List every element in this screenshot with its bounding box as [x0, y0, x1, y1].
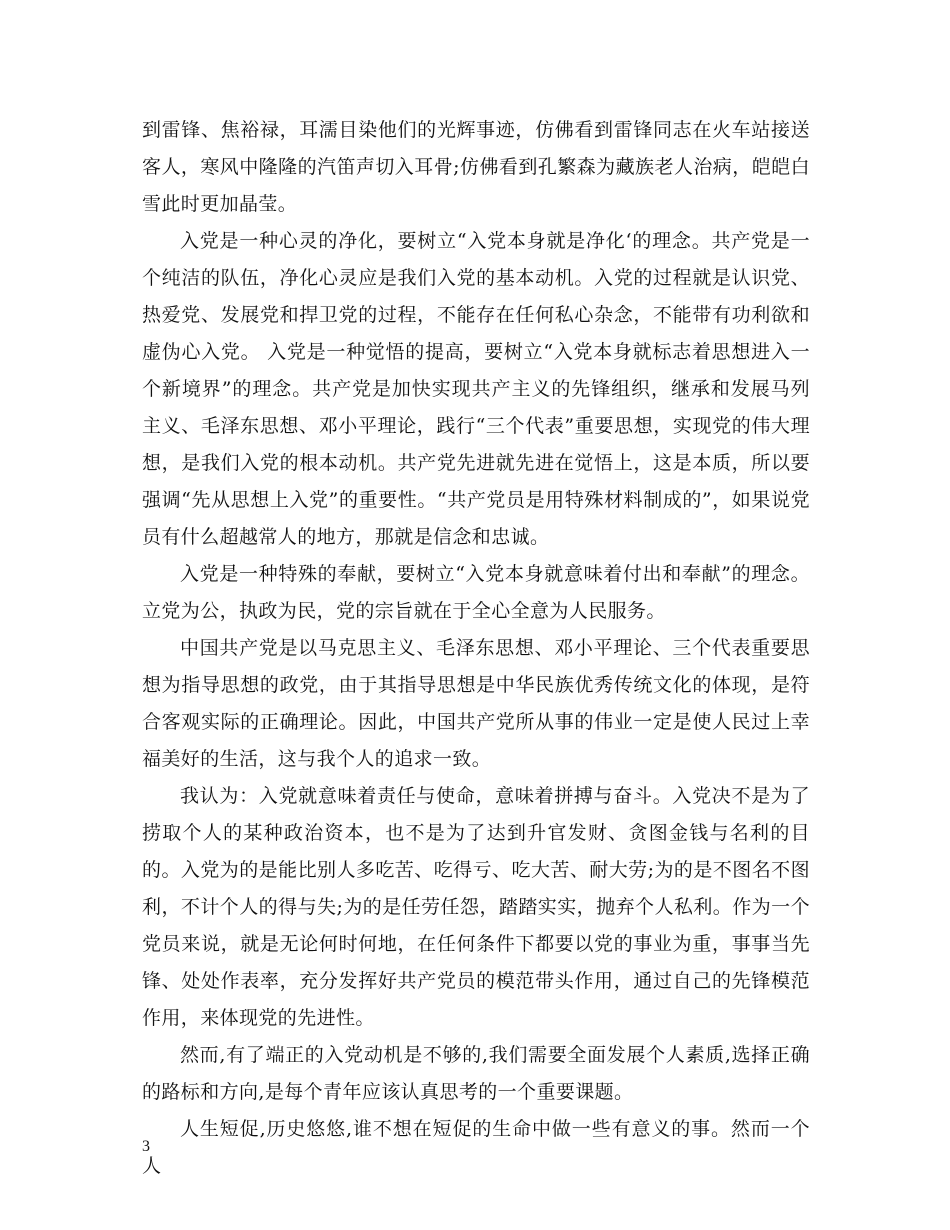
- paragraph-guiding-ideology: 中国共产党是以马克思主义、毛泽东思想、邓小平理论、三个代表重要思想为指导思想的政党，由于其指导思想是中华民族优秀传统文化的体现，是符合客观实际的正确理论。因此，中国共产党所从事的伟业一定是使人民过上幸福美好的生活，这与我个人的追求一致。: [142, 637, 810, 770]
- document-body: [142, 112, 810, 1185]
- paragraph-dedication: 入党是一种特殊的奉献，要树立“入党本身就意味着付出和奉献”的理念。立党为公，执政为民，党的宗旨就在于全心全意为人民服务。: [142, 563, 810, 622]
- paragraph-responsibility: 我认为：入党就意味着责任与使命，意味着拼搏与奋斗。入党决不是为了捞取个人的某种政治资本，也不是为了达到升官发财、贪图金钱与名利的目的。入党为的是能比别人多吃苦、吃得亏、吃大苦、耐大劳;为的是不图名不图利，不计个人的得与失;为的是任劳任怨，踏踏实实，抛弃个人私利。作为一个党员来说，就是无论何时何地，在任何条件下都要以党的事业为重，事事当先锋、处处作表率，充分发挥好共产党员的模范带头作用，通过自己的先锋模范作用，来体现党的先进性。: [142, 785, 810, 1029]
- paragraph-personal-quality: 然而,有了端正的入党动机是不够的,我们需要全面发展个人素质,选择正确的路标和方向,是每个青年应该认真思考的一个重要课题。: [142, 1044, 810, 1103]
- paragraph-continuation: 到雷锋、焦裕禄，耳濡目染他们的光辉事迹，仿佛看到雷锋同志在火车站接送客人，寒风中隆隆的汽笛声切入耳骨;仿佛看到孔繁森为藏族老人治病，皑皑白雪此时更加晶莹。: [142, 119, 810, 215]
- page-number: 3: [142, 1138, 150, 1155]
- paragraph-life-short: 人生短促,历史悠悠,谁不想在短促的生命中做一些有意义的事。然而一个人: [142, 1118, 810, 1177]
- paragraph-purification: 入党是一种心灵的净化，要树立“入党本身就是净化‘的理念。共产党是一个纯洁的队伍，净化心灵应是我们入党的基本动机。入党的过程就是认识党、热爱党、发展党和捍卫党的过程，不能存在任何私心杂念，不能带有功利欲和虚伪心入党。 入党是一种觉悟的提高，要树立“入党本身就标志着思想进入一个新境界”的理念。共产党是加快实现共产主义的先锋组织，继承和发展马列主义、毛泽东思想、邓小平理论，践行“三个代表”重要思想，实现党的伟大理想，是我们入党的根本动机。共产党先进就先进在觉悟上，这是本质，所以要强调“先从思想上入党”的重要性。“共产党员是用特殊材料制成的”，如果说党员有什么超越常人的地方，那就是信念和忠诚。: [142, 230, 810, 548]
